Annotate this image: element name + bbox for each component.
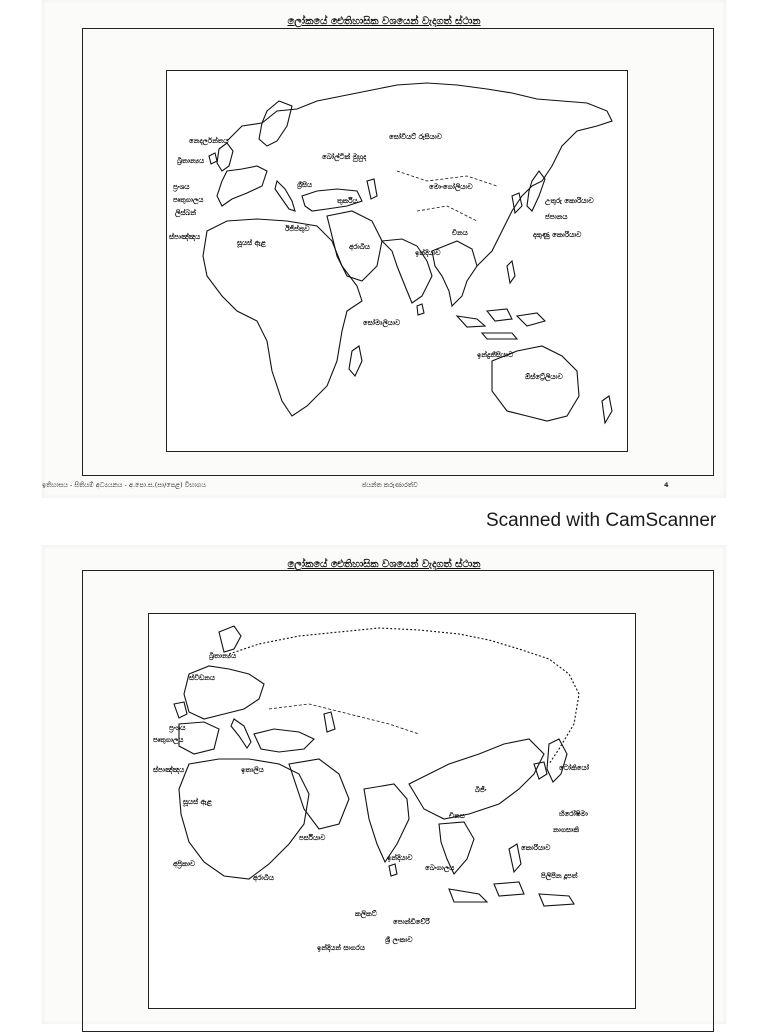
map-label: පොන්ඩිචේරි [393,918,430,926]
bottom-scanned-page [42,545,726,1024]
map-title: ලෝකයේ ඓතිහාසික වශයෙන් වැදගත් ස්ථාන [287,559,481,570]
map-label: ප්‍රංශය [169,724,186,732]
map-label: ටෝකියෝ [559,764,589,772]
map-label: පෘතුගාලය [153,736,184,744]
page-number: 4 [664,481,669,489]
map-label: බීජිං [475,786,487,794]
map-label: අරාබිය [253,874,274,882]
map-label: ඕස්ට්‍රේලියාව [525,373,563,381]
map-label: කලිකට් [355,910,377,918]
map-label: නාගසාකි [553,826,580,834]
map-label: තුර්කිය [337,197,358,205]
map-label: නෙදර්ලන්තය [189,137,229,145]
map-label: චීනය [449,812,465,820]
map-label: ඉන්දියාව [415,249,441,257]
map-label: උතුරු කොරියාව [545,197,594,205]
footer-course-text: ඉතිහාසය - සිතියම් අධ්‍යයනය - අ.පො.ස.(සා/පෙළ) විභාගය [42,481,206,489]
top-scanned-page [42,0,726,498]
map-label: ඉන්දියාව [387,854,413,862]
map-label: චීනය [452,229,468,237]
map-label: සූයස් ඇළ [183,798,212,806]
map-label: කොරියාව [521,844,551,852]
map-label: අරාබිය [349,243,370,251]
map-label: මොංගෝලියාව [429,183,473,191]
map-label: ග්‍රීසිය [297,181,313,189]
map-label: සූයස් ඇළ [237,239,266,247]
footer-author: ජයන්ත කරුණාරත්ව [362,481,418,489]
eurasia-africa-outline-map [167,71,627,451]
map-label: පෘතුගාලය [173,196,204,204]
map-label: ප්‍රංශය [173,183,190,191]
map-label: බ්‍රිතාන්‍යය [209,652,237,660]
camscanner-watermark: Scanned with CamScanner [486,510,717,531]
map-label: ස්පාඤ්ඤය [169,233,201,241]
map-label: බෝල්ටික් මුහුද [322,153,367,161]
world-map-panel [148,613,636,1009]
map-label: ඊජිප්තුව [285,225,310,233]
map-label: ඉන්දුනීසියාව [477,351,514,359]
map-label: බෙංගාලය [425,864,455,872]
map-label: පර්සියාව [299,834,326,842]
world-map-panel [166,70,628,452]
map-label: ශ්‍රී ලංකාව [385,936,413,944]
map-label: ඉන්දියන් සාගරය [317,944,365,952]
map-label: ලිස්බන් [175,209,197,217]
map-label: ස්වීඩනය [189,674,215,682]
map-label: දකුණු කොරියාව [533,231,582,239]
map-label: අප්‍රිකාව [173,860,196,868]
map-label: ජපානය [545,213,568,221]
map-title: ලෝකයේ ඓතිහාසික වශයෙන් වැදගත් ස්ථාන [287,16,481,27]
map-label: සෝමාලියාව [363,319,401,327]
map-label: ස්පාඤ්ඤය [153,766,185,774]
map-label: හිරෝෂිමා [559,810,588,818]
map-label: ඉතාලිය [241,766,264,774]
map-label: සෝවියට් රුසියාව [389,133,442,141]
map-label: බ්‍රිතාන්‍යය [177,157,205,165]
map-label: පිලිපීන දූපත් [541,872,578,880]
